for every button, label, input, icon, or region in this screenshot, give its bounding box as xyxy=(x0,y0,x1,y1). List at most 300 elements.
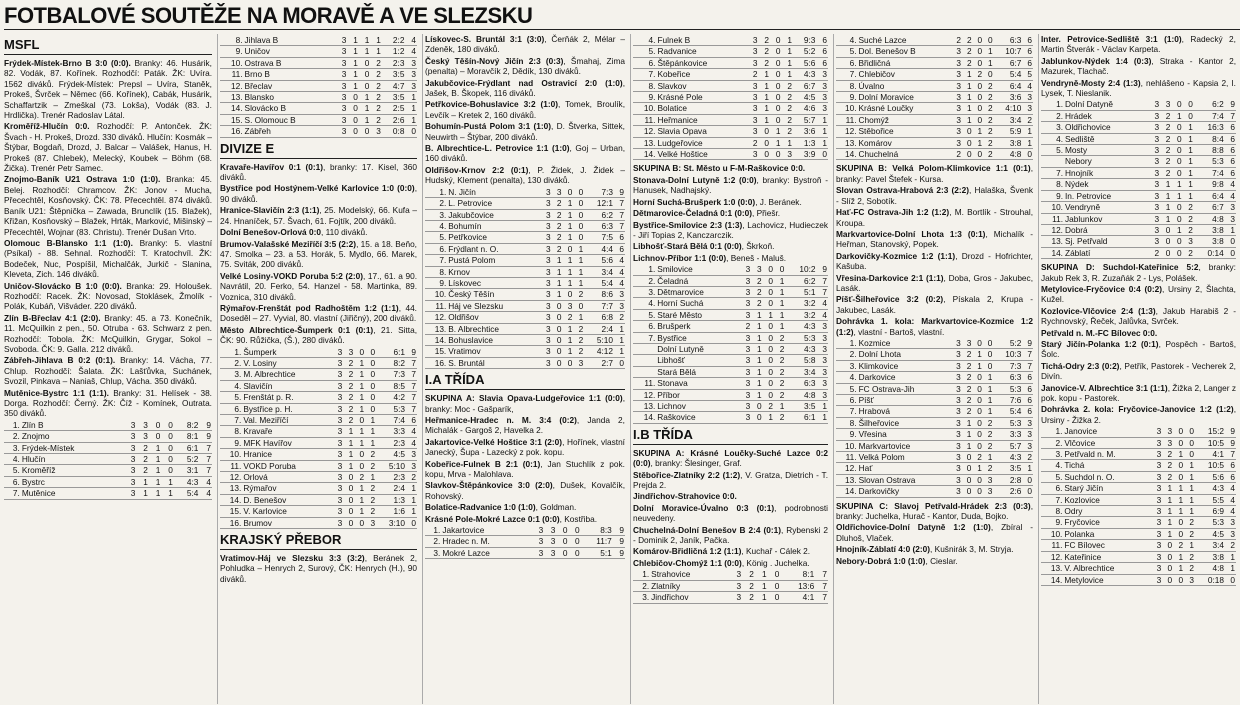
team-name: Mosty xyxy=(1064,145,1149,156)
table-cell: 2 xyxy=(774,366,785,377)
table-cell: 1 xyxy=(562,266,573,277)
team-name: Dolní Lutyně xyxy=(656,343,740,354)
table-cell: 13:6 xyxy=(780,580,815,591)
match-report: Darkovičky-Kozmice 1:2 (1:1), Drozd - Hofrichter, Kašuba. xyxy=(836,250,1033,272)
table-cell: 8:1 xyxy=(780,569,815,580)
table-cell: 1 xyxy=(365,415,376,426)
table-cell: 0 xyxy=(1184,426,1195,437)
team-name: Hať xyxy=(858,463,952,474)
table-row xyxy=(836,137,1033,148)
table-cell: 2:4 xyxy=(376,483,406,494)
table-row xyxy=(220,403,417,414)
table-cell: 2 xyxy=(370,57,382,68)
team-name: Komárov xyxy=(858,137,952,148)
table-cell: 1 xyxy=(562,255,573,266)
match-report: Kobeřice-Fulnek B 2:1 (0:1), Jan Stuchlík z pok. kopu, Mrva - Malohlava. xyxy=(425,458,625,480)
match-report: SKUPINA A: Krásné Loučky-Suché Lazce 0:2 (0:0), branky: Šlesinger, Graf. xyxy=(633,447,828,469)
table-cell: 5. xyxy=(425,232,447,243)
table-cell: 0 xyxy=(1171,202,1182,213)
column-6 xyxy=(1038,34,1238,704)
table-cell: 7:4 xyxy=(376,415,406,426)
table-cell: 3 xyxy=(729,580,742,591)
match-report: Mutěnice-Bystrc 1:1 (1:1). Branky: 31. Helísek - 38. Dorga. Rozhodčí: Černý. ŽK: Číž - Komínek, Outrata. 350 diváků. xyxy=(4,387,212,419)
team-name: VOKD Poruba xyxy=(242,460,332,471)
table-cell: 2 xyxy=(751,298,762,309)
table-cell: 3 xyxy=(747,57,758,68)
table-cell: 8. xyxy=(1041,506,1063,517)
table-cell: 3:5 xyxy=(993,463,1022,474)
table-row xyxy=(425,357,625,368)
team-name: Nýdek xyxy=(1064,179,1149,190)
table-cell: 2 xyxy=(983,114,994,125)
table-row xyxy=(220,437,417,448)
match-report: Inter. Petrovice-Sedliště 3:1 (1:0), Radecký 2, Martin Štverák - Václav Karpeta. xyxy=(1041,34,1236,55)
table-cell: 6:1 xyxy=(376,347,406,358)
table-cell: 0 xyxy=(816,149,828,160)
table-cell: 3. xyxy=(1041,122,1064,133)
table-cell: 1 xyxy=(343,449,354,460)
league-table-krajsky-prebor xyxy=(425,187,625,370)
table-cell: 1 xyxy=(1173,563,1184,574)
table-cell: 1:2 xyxy=(382,46,406,57)
table-cell: 3 xyxy=(740,343,751,354)
team-name: Dolní Moravice xyxy=(858,92,952,103)
team-name: V. Karlovice xyxy=(242,506,332,517)
table-cell: 2:8 xyxy=(993,474,1022,485)
table-cell: 3 xyxy=(1149,224,1160,235)
table-cell: 14. xyxy=(1041,574,1063,585)
table-cell: 2 xyxy=(573,323,584,334)
table-row xyxy=(836,440,1033,451)
table-cell: 4. xyxy=(425,220,447,231)
table-cell: 0 xyxy=(406,517,417,528)
table-cell: 2. xyxy=(836,349,858,360)
table-row xyxy=(633,401,828,412)
table-cell: 3. xyxy=(425,209,447,220)
table-row xyxy=(1041,506,1236,517)
table-cell: 4. xyxy=(836,35,858,46)
table-row xyxy=(4,454,212,465)
table-row xyxy=(633,298,828,309)
table-cell: 0 xyxy=(972,338,983,349)
table-cell: 0 xyxy=(983,360,994,371)
table-cell: 2 xyxy=(365,460,376,471)
team-name: Petřkovice xyxy=(447,232,540,243)
table-cell: 1:6 xyxy=(376,506,406,517)
table-row xyxy=(1041,179,1236,190)
table-cell: 0 xyxy=(962,486,973,497)
table-cell: 0 xyxy=(770,57,781,68)
table-cell: 7 xyxy=(817,286,828,297)
table-cell: 0 xyxy=(770,46,781,57)
table-cell: 2. xyxy=(633,580,650,591)
table-cell: 5:2 xyxy=(793,46,816,57)
table-cell: 7:7 xyxy=(584,300,614,311)
table-cell: 4 xyxy=(1225,483,1236,494)
table-row xyxy=(425,312,625,323)
team-name: Kozmice xyxy=(858,338,952,349)
table-cell: 3 xyxy=(1151,574,1162,585)
match-report: Dětmarovice-Čeladná 0:1 (0:0), Přiešr. xyxy=(633,208,781,219)
table-cell: 3 xyxy=(747,149,758,160)
table-cell: 3 xyxy=(740,412,751,423)
table-cell: 2 xyxy=(1162,449,1173,460)
team-name: M. Albrechtice xyxy=(242,369,332,380)
table-cell: 0 xyxy=(1173,517,1184,528)
table-cell: 3 xyxy=(332,415,343,426)
table-row xyxy=(1041,167,1236,178)
table-row xyxy=(1041,426,1236,437)
table-row xyxy=(220,380,417,391)
table-cell: 2 xyxy=(962,57,973,68)
match-report: Slovan Ostrava-Hrabová 2:3 (2:2), Halaška, Švenk - Slíž 2, Sobotík. xyxy=(836,185,1033,206)
table-cell: 1 xyxy=(1225,563,1236,574)
table-cell: 6 xyxy=(1225,145,1236,156)
table-cell: 2 xyxy=(747,69,758,80)
table-cell: 7 xyxy=(199,465,212,476)
table-cell: 1 xyxy=(1171,224,1182,235)
match-report: Janovice-V. Albrechtice 3:1 (1:1), Žižka 2, Langer z pok. kopu - Pastorek. xyxy=(1041,382,1236,403)
team-name: V. Losiny xyxy=(242,357,332,368)
table-cell: 1 xyxy=(1160,202,1171,213)
table-row xyxy=(836,46,1033,57)
team-name: Kravaře xyxy=(242,426,332,437)
table-row xyxy=(220,69,417,80)
team-name: Háj ve Slezsku xyxy=(447,300,540,311)
table-cell: 0 xyxy=(562,289,573,300)
table-cell: 3 xyxy=(747,80,758,91)
table-row xyxy=(220,114,417,125)
team-name: Kozlovice xyxy=(1063,494,1151,505)
match-reports xyxy=(836,501,1033,566)
table-cell: 3 xyxy=(541,220,552,231)
table-cell: 1 xyxy=(770,126,781,137)
table-cell: 2 xyxy=(962,383,973,394)
table-cell: 0 xyxy=(973,103,984,114)
table-cell: 0 xyxy=(972,406,983,417)
table-cell: 4 xyxy=(614,266,625,277)
table-cell: 4:12 xyxy=(584,346,614,357)
team-name: Zlín B xyxy=(21,420,124,431)
team-name: Bohuslavice xyxy=(447,334,540,345)
table-row xyxy=(1041,471,1236,482)
table-cell: 0:18 xyxy=(1195,574,1225,585)
table-cell: 5:7 xyxy=(993,440,1022,451)
table-row xyxy=(836,395,1033,406)
table-cell: 2 xyxy=(370,80,382,91)
table-cell: 5. xyxy=(836,383,858,394)
table-cell: 3 xyxy=(817,343,828,354)
table-cell: 1. xyxy=(836,338,858,349)
match-report: Český Těšín-Nový Jičín 2:3 (0:3), Šmahaj, Zima (penalta) – Moravčík 2, Dědík, 130 diváků. xyxy=(425,55,625,77)
table-row xyxy=(633,309,828,320)
table-cell: 3 xyxy=(951,360,962,371)
table-cell: 3 xyxy=(816,69,828,80)
table-cell: 1 xyxy=(1022,126,1033,137)
table-cell: 4 xyxy=(817,309,828,320)
table-cell: 7:4 xyxy=(1194,167,1225,178)
table-cell: 7 xyxy=(1225,110,1236,121)
table-cell: 3 xyxy=(740,298,751,309)
table-cell: 6:2 xyxy=(1194,99,1225,110)
table-cell: 11. xyxy=(836,452,858,463)
table-row xyxy=(1041,190,1236,201)
team-name: Záblatí xyxy=(1064,247,1149,258)
table-cell: 10. xyxy=(425,289,447,300)
table-cell: 3 xyxy=(816,103,828,114)
table-cell: 1 xyxy=(751,378,762,389)
table-cell: 7 xyxy=(815,580,828,591)
team-name: Polanka xyxy=(1063,528,1151,539)
table-cell: 2 xyxy=(983,463,994,474)
table-cell: 9. xyxy=(1041,190,1064,201)
table-cell: 6:3 xyxy=(993,372,1022,383)
table-row xyxy=(836,452,1033,463)
table-cell: 13. xyxy=(836,474,858,485)
table-cell: 16. xyxy=(220,517,242,528)
table-cell: 0 xyxy=(343,506,354,517)
team-name: Raškovice xyxy=(656,412,740,423)
team-name: Čeladná xyxy=(656,275,740,286)
team-name: Jablunkov xyxy=(1064,213,1149,224)
table-cell: 5 xyxy=(1022,69,1033,80)
table-row xyxy=(633,366,828,377)
table-cell: 1 xyxy=(161,488,174,499)
table-cell: 3 xyxy=(405,57,417,68)
table-cell: 3 xyxy=(124,420,137,431)
table-cell: 3 xyxy=(817,378,828,389)
table-cell: 5. xyxy=(1041,471,1063,482)
table-cell: 3 xyxy=(332,369,343,380)
table-cell: 2 xyxy=(742,580,755,591)
table-cell: 3 xyxy=(1151,471,1162,482)
team-name: Štěpánkovice xyxy=(656,57,747,68)
table-cell: 0 xyxy=(359,80,371,91)
table-cell: 9 xyxy=(613,547,625,558)
table-cell: 2 xyxy=(136,454,149,465)
table-cell: 0 xyxy=(161,431,174,442)
table-cell: 0 xyxy=(972,395,983,406)
table-cell: 0:8 xyxy=(382,126,406,137)
table-cell: 5:3 xyxy=(1194,156,1225,167)
table-cell: 10:5 xyxy=(1195,460,1225,471)
table-row xyxy=(836,463,1033,474)
match-report: Stěbořice-Zlatníky 2:2 (1:2), V. Gratza, Dietrich - T. Prejda 2. xyxy=(633,469,828,491)
table-cell: 3 xyxy=(1022,103,1033,114)
table-cell: 0 xyxy=(973,35,984,46)
table-cell: 1 xyxy=(1162,506,1173,517)
table-row xyxy=(220,483,417,494)
table-cell: 0 xyxy=(763,343,774,354)
match-report: Bohumín-Pustá Polom 3:1 (1:0), D. Štverka, Sittek, Neuwirth – Štýbar, 200 diváků. xyxy=(425,121,625,142)
match-reports xyxy=(1041,262,1236,425)
table-cell: 7 xyxy=(614,220,625,231)
table-cell: 3:5 xyxy=(382,69,406,80)
table-cell: 0 xyxy=(1162,551,1173,562)
table-cell: 7. xyxy=(4,488,21,499)
table-cell: 6:4 xyxy=(994,80,1023,91)
table-cell: 2 xyxy=(552,243,563,254)
team-name: Chlebičov xyxy=(858,69,952,80)
team-name: Slavia Opava xyxy=(656,126,747,137)
table-cell: 2. xyxy=(220,357,242,368)
table-cell: 8:8 xyxy=(1194,145,1225,156)
match-report: Metylovice-Fryčovice 0:4 (0:2), Ursiny 2, Šlachta, Kužel. xyxy=(1041,283,1236,305)
table-cell: 1 xyxy=(774,275,785,286)
table-cell: 0 xyxy=(347,126,359,137)
table-cell: 0 xyxy=(962,452,973,463)
table-cell: 0 xyxy=(972,383,983,394)
table-cell: 6:7 xyxy=(994,57,1023,68)
table-cell: 5:3 xyxy=(1195,517,1225,528)
table-cell: 1 xyxy=(763,412,774,423)
team-name: S. Bruntál xyxy=(447,357,540,368)
table-cell: 0 xyxy=(573,187,584,198)
match-report: Jindřichov-Strahovice 0:0. xyxy=(633,491,737,502)
table-cell: 1 xyxy=(1173,494,1184,505)
team-name: Odry xyxy=(1063,506,1151,517)
table-row xyxy=(633,46,828,57)
table-cell: 7 xyxy=(199,442,212,453)
league-table-ib-skupina-a xyxy=(633,569,828,603)
column-4 xyxy=(630,34,830,704)
table-cell: 1 xyxy=(562,209,573,220)
table-cell: 3:8 xyxy=(1194,224,1225,235)
table-cell: 0 xyxy=(573,232,584,243)
table-cell: 1 xyxy=(962,114,973,125)
team-name: Suché Lazce xyxy=(858,35,952,46)
table-cell: 12. xyxy=(1041,224,1064,235)
table-cell: 3 xyxy=(740,309,751,320)
table-cell: 1 xyxy=(1184,494,1195,505)
table-cell: 2 xyxy=(952,149,963,160)
table-cell: 1 xyxy=(759,114,770,125)
table-cell: 3 xyxy=(532,547,544,558)
table-cell: 1 xyxy=(149,476,162,487)
table-cell: 2 xyxy=(343,415,354,426)
table-cell: 7 xyxy=(406,369,417,380)
table-cell: 1 xyxy=(972,349,983,360)
table-cell: 2 xyxy=(962,406,973,417)
table-cell: 1 xyxy=(816,126,828,137)
table-cell: 3 xyxy=(816,80,828,91)
match-report: B. Albrechtice-L. Petrovice 1:1 (1:0), Goj – Urban, 160 diváků. xyxy=(425,143,625,164)
table-cell: 0 xyxy=(1184,437,1195,448)
column-1 xyxy=(2,34,214,704)
table-row xyxy=(220,46,417,57)
table-cell: 3 xyxy=(740,332,751,343)
table-cell: 1 xyxy=(1160,213,1171,224)
table-cell: 9:8 xyxy=(1194,179,1225,190)
table-cell: 3:4 xyxy=(785,366,816,377)
table-cell: 0 xyxy=(556,536,568,547)
team-name: Jindřichov xyxy=(650,592,729,603)
table-cell: 6 xyxy=(614,243,625,254)
team-name: Úvalno xyxy=(858,80,952,91)
table-cell: 3 xyxy=(614,300,625,311)
table-cell: 4. xyxy=(633,298,656,309)
table-cell: 9. xyxy=(425,277,447,288)
table-cell: 0 xyxy=(365,357,376,368)
team-name: Blansko xyxy=(244,92,336,103)
table-cell: 0 xyxy=(1022,149,1033,160)
table-cell: 11. xyxy=(1041,540,1063,551)
table-cell: 11. xyxy=(220,69,244,80)
table-cell: 3 xyxy=(1151,540,1162,551)
table-cell: 6 xyxy=(1225,156,1236,167)
table-cell: 0 xyxy=(972,440,983,451)
table-row xyxy=(836,35,1033,46)
table-cell: 3 xyxy=(747,92,758,103)
table-cell: 0 xyxy=(359,69,371,80)
table-cell: 4:8 xyxy=(994,149,1023,160)
table-cell: 2 xyxy=(1184,563,1195,574)
table-cell: 3 xyxy=(544,536,556,547)
table-cell: 0 xyxy=(763,264,774,275)
team-name: Uničov xyxy=(244,46,336,57)
table-cell: 0 xyxy=(1160,247,1171,258)
table-cell: 5:5 xyxy=(1195,494,1225,505)
team-name: Fulnek B xyxy=(656,35,747,46)
table-cell: 0 xyxy=(1162,563,1173,574)
table-cell: 0 xyxy=(1171,156,1182,167)
table-cell: 3 xyxy=(1225,213,1236,224)
table-row xyxy=(836,103,1033,114)
match-reports xyxy=(425,34,625,186)
table-row xyxy=(1041,247,1236,258)
table-cell: 1 xyxy=(781,46,792,57)
table-cell: 2 xyxy=(983,126,994,137)
table-cell: 3 xyxy=(541,243,552,254)
table-cell: 1 xyxy=(562,232,573,243)
table-cell: 3 xyxy=(541,312,552,323)
table-cell: 2 xyxy=(1160,110,1171,121)
table-cell: 1 xyxy=(1184,460,1195,471)
table-cell: 1. xyxy=(633,264,656,275)
table-cell: 3 xyxy=(1151,449,1162,460)
table-cell: 3 xyxy=(1151,506,1162,517)
match-reports xyxy=(633,448,828,568)
table-row xyxy=(425,277,625,288)
table-cell: 9. xyxy=(836,92,858,103)
table-cell: 2:7 xyxy=(584,357,614,368)
table-cell: 8. xyxy=(836,417,858,428)
match-report: Brumov-Valašské Meziříčí 3:5 (2:2), 15. a 18. Beňo, 47. Smolka – 23. a 53. Horák, 5. Mydlo, 66. Marek, 75. Sviták, 200 diváků. xyxy=(220,238,417,270)
table-cell: 1 xyxy=(359,46,371,57)
table-cell: 1 xyxy=(1173,506,1184,517)
table-cell: 6 xyxy=(614,232,625,243)
section-heading-msfl: MSFL xyxy=(4,37,212,55)
table-cell: 3 xyxy=(962,338,973,349)
table-cell: 3 xyxy=(1149,236,1160,247)
match-report: Znojmo-Baník U21 Ostrava 1:0 (1:0). Branka: 45. Belej. Rozhodčí: Chramcov. ŽK: Jonov - Mucha, Přecechtěl, Kosňovský. ČK: 78. Přecechtěl. 874 diváků. Baník U21: Štěpnička – Zawada, Brunclík (15. Blažek), Křižan, Kosňovský – Blažek, Hrták, Marković, Mišinský – Přecechtěl, Wojnar (83. Christu). Trenér Dušan Vrto. xyxy=(4,174,212,237)
match-report: Jakartovice-Velké Hoštice 3:1 (2:0), Hořínek, vlastní Janecký, Šupa - Lazecký z pok. kopu. xyxy=(425,436,625,458)
table-cell: 1 xyxy=(972,463,983,474)
table-cell: 0 xyxy=(1184,449,1195,460)
table-cell: 0 xyxy=(354,415,365,426)
table-cell: 2 xyxy=(1022,114,1033,125)
match-report: Markvartovice-Dolní Lhota 1:3 (0:1), Michalík - Heřman, Stanovský, Popek. xyxy=(836,228,1033,250)
table-cell: 7:6 xyxy=(993,395,1022,406)
table-cell: 1 xyxy=(774,309,785,320)
table-cell: 2. xyxy=(633,275,656,286)
team-name: Oldřišov xyxy=(447,312,540,323)
table-cell: 0 xyxy=(751,412,762,423)
table-cell: 3 xyxy=(951,372,962,383)
table-cell xyxy=(633,366,656,377)
table-cell: 4 xyxy=(1225,506,1236,517)
league-table-ia-skupina-a xyxy=(425,525,625,559)
